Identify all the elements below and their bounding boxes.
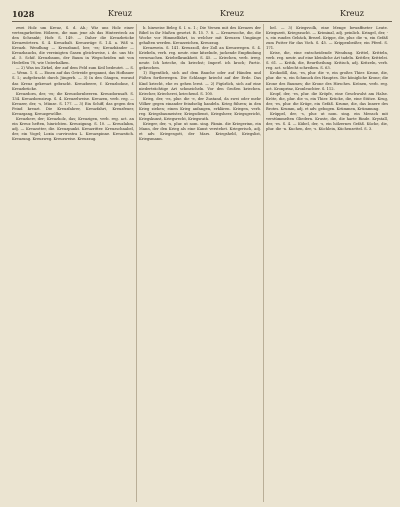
text-column-2 (139, 26, 261, 500)
header-rule (12, 21, 392, 22)
paragraph: Krieg, der, -es, plur. die -e, der Zustand, da zwei oder mehr Völker gegen einander feindselig handeln. Krieg führen; in den Krieg ziehen; einen Krieg anfangen, erklären. Kriegen, verb. reg. Kriegsbaumeister, Kriegsdienst, Kriegsheer, Kriegsgericht, Kriegskunst, Kriegsrecht, Kriegsrath. (139, 96, 261, 121)
header-word-left: Kreuz (108, 9, 132, 18)
header-word-right: Kreuz (340, 9, 364, 18)
paragraph: — 2) Was im Zirkel, der auf dem Feld zum Keil bedeutet. — S. — Wenn. 1. S. — Einen auf das Getreide gespannt, das Hofbauer S. I.; aufgebracht durch Jüngerb. — 3) In den Gängen, worauf das Kreuz gekreuzt gebracht. Kreuzbeere, f. Kreuzbohne, f. Kreuzbrücke. (12, 66, 134, 91)
page-number: 1028 (12, 9, 35, 19)
page-header (10, 8, 390, 20)
paragraph: Kreuzwein. S. 141. Kreuzzoll, der Zoll an Kreuzwegen. S. 4. Kriebeln, verb. reg. neutr. eine kitzelnde, juckende Empfindung verursachen. Kriebelkrankheit. S. 45. — Kriechen, verb. irreg. neutr. Ich krieche, du kriechst; Imperf. ich kroch; Partic. gekrochen. (139, 46, 261, 71)
paragraph: Krokodill, das, -es, plur. die -e, ein großes Thier. Krone, die, plur. die -n, ein Schmuck des Hauptes. Die königliche Krone; die Krone des Baumes; die Krone des Hirsches. Krönen, verb. reg. act. Kronprinz, Kronleuchter. S. 112. (266, 71, 388, 91)
column-divider (263, 24, 264, 502)
paragraph: bel. — 3) Kriegsvolk, eine Menge bewaffneter Leute. Kriegszeit, Kriegszucht. — Kriminal, adj. peinlich. Kringel, der, -s, ein rundes Gebäck, Brezel. Krippe, die, plur. die -n, ein Gefäß zum Futter für das Vieh. S. 45. — Krippenbeißer, ein Pferd. S. 171. (266, 26, 388, 51)
column-divider (136, 24, 137, 502)
header-word-center: Kreuz (220, 9, 244, 18)
paragraph: Kreuzherr, der; Kreuzholz, das; Kreuzigen, verb. reg. act. an ein Kreuz heften, hinrichten. Kreuzigung. S. 10. — Kreuzlahm, adj. — Kreuzotter, die. Kreuzpunkt. Kreuzritter. Kreuzschnabel, der, ein Vogel; Loxia curvirostra L. Kreuzspinne. Kreuzstich. Kreuzung. Kreuzweg. Kreuzweise. Kreuzzug. (12, 116, 134, 142)
paragraph: 1) Eigentlich, sich auf dem Bauche oder auf Händen und Füßen fortbewegen. Die Schlange kriecht auf der Erde. Das Kind kriecht, ehe es gehen lernt. — 2) Figürlich, sich auf eine niederträchtige Art schmeicheln. Vor den Großen kriechen. Kriecher, Kriecherei, kriechend. S. 100. (139, 71, 261, 96)
paragraph: zwei Holz um Kreuz, S. d. Ab.; Wiz uns Holz einer vertragarbeiten Hölzern, die man jene als das Hintersteck an den Schrankt; Hofr. S. 149. — Daher die Kreuzbrücke Kreuzwörtern. S. 4. Kreuzbalt. Kreuzwäge S. 1.4. a. Wiß u. Kreuzb. Wendlung — Kreuzband, ber, -es; Kreuzbänder — Kreuzbauchs, die vereinigten Gasen gleichweise, i. de. uns Mr. al. 5. Schif. Kreuzbaum, der Baum in Wegscheiden mit von Hedetlen 78, wie Unterbalken. (12, 26, 134, 66)
paragraph: Kropf, der, -es, plur. die Kröpfe, eine Geschwulst am Halse. Kröte, die, plur. die -n, ein Thier. Krücke, die, eine Stütze. Krug, der, -es, plur. die Krüge, ein Gefäß. Krume, die, das Innere des Brotes. Krumm, adj. et adv. gebogen. Krümmen, Krümmung. (266, 91, 388, 111)
paragraph: Krise, die, eine entscheidende Wendung. Krittel, Kritteln, verb. reg. neutr. auf eine kleinliche Art tadeln. Krittler, Krittelei. S. 61. — Kritik, die, Beurtheilung. Kritisch, adj. Kritzeln, verb. reg. act. schlecht schreiben. S. 63. (266, 51, 388, 71)
text-column-3 (266, 26, 388, 500)
paragraph: b. hinweise Beleg S. I. u. 1.; Die Versen mit des Kreuzes der Bibel in ihr Maßen gesetzt. B. 15. 7. 8. — Kreuzwoche, die, die Woche vor Himmelfahrt, in welcher mit Kreuzen Umgänge gehalten werden. Kreuzzeichen, Kreuzzug. (139, 26, 261, 46)
paragraph: Krieger, der, -s, plur. ut nom. sing. Fämin. die Kriegerinn, ein Mann, der den Krieg als eine Kunst verstehet. Kriegerisch, adj. et adv. Kriegesgott, der Mars. Kriegsheld, Kriegslist, Kriegsmann. (139, 121, 261, 142)
paragraph: Krüppel, der, -s, plur. ut nom. sing. ein Mensch mit verstümmelten Gliedern. Kruste, die, die harte Rinde. Krystall, der, -es. S. 4. — Kübel, der, -s, ein hölzernes Gefäß. Küche, die, plur. die -n. Kuchen, der, -s. Küchlein, Küchenzettel. S. 3. (266, 111, 388, 131)
paragraph: Kreuzdorn, der, -es; die Kreuzdornbeeren. Kreuzdornsaft. S. 134. Kreuzdornsirup. S. 4. Kreuzelweise. Kreuzen, verb. reg. — Kreuzer, der, -s, Münze. S. 177. — 3) Ein Schiff, das gegen den Feind kreuzt. Die Kreuzfahrer, Kreuzfahrt, Kreuzfeuer, Kreuzgang, Kreuzgewölbe. (12, 91, 134, 116)
text-column-1 (12, 26, 134, 500)
